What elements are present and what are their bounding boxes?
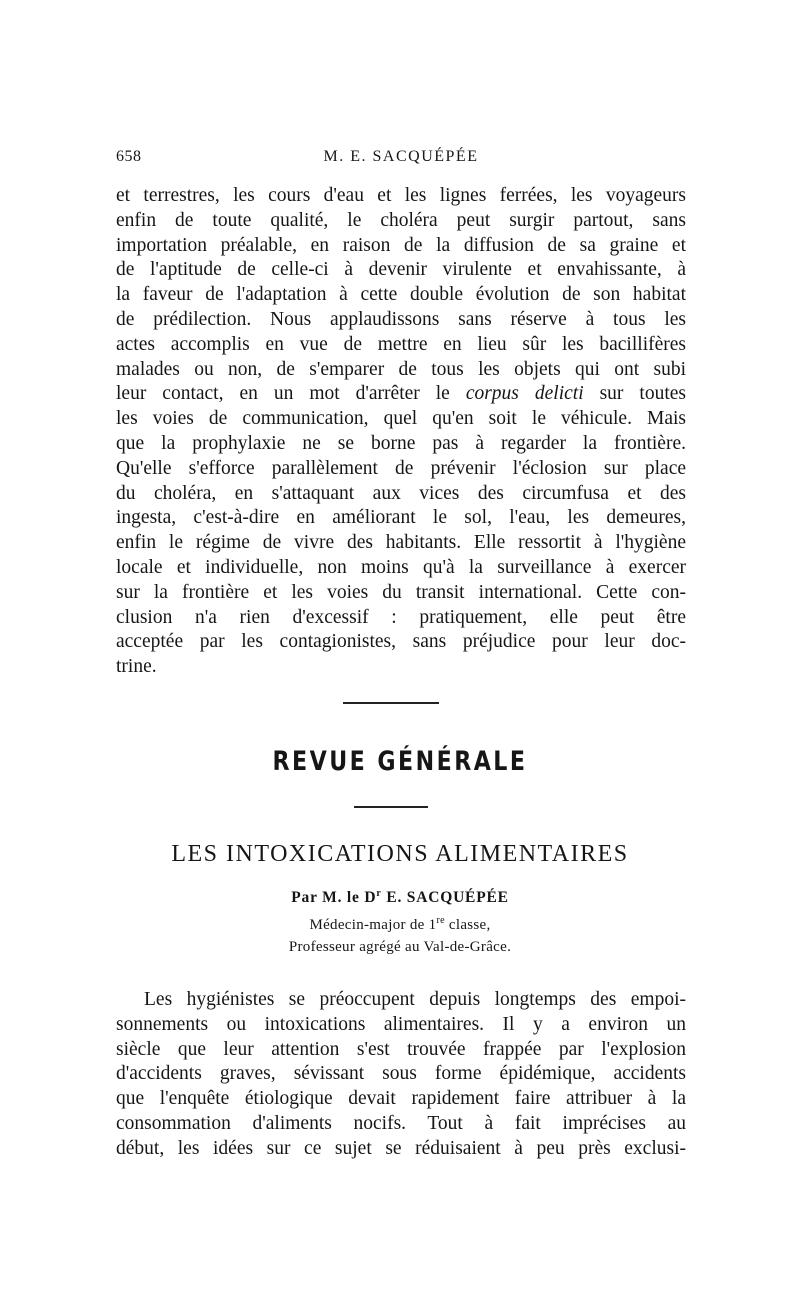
text-line: que l'enquête étiologique devait rapidement faire attribuer à la: [116, 1088, 686, 1110]
text-line: enfin de toute qualité, le choléra peut surgir partout, sans: [116, 209, 686, 231]
page-number: 658: [116, 148, 142, 165]
text-line: siècle que leur attention s'est trouvée frappée par l'explosion: [116, 1038, 686, 1060]
author-rank: [0, 915, 800, 934]
page-header: [116, 148, 686, 170]
text-segment: leur contact, en un mot d'arrêter le: [116, 383, 450, 405]
text-line: sonnements ou intoxications alimentaires. Il y a environ un: [116, 1013, 686, 1035]
text-line-with-italic: [116, 382, 686, 407]
article-paragraph: [116, 988, 686, 1162]
text-line: actes accomplis en vue de mettre en lieu sûr les bacillifères: [116, 333, 686, 355]
rank-prefix: Médecin-major de 1: [309, 917, 437, 933]
text-line: la faveur de l'adaptation à cette double évolution de son habitat: [116, 284, 686, 306]
article-title: LES INTOXICATIONS ALIMENTAIRES: [171, 841, 629, 867]
byline-prefix: Par M. le D: [291, 889, 377, 906]
running-head: M. E. SACQUÉPÉE: [323, 148, 479, 165]
text-line: de prédilection. Nous applaudissons sans réserve à tous les: [116, 308, 686, 330]
author-affiliation: Professeur agrégé au Val-de-Grâce.: [288, 939, 512, 955]
italic-phrase: corpus delicti: [465, 383, 584, 405]
text-line: enfin le régime de vivre des habitants. Elle ressortit à l'hygiène: [116, 532, 686, 554]
text-line: ingesta, c'est-à-dire en améliorant le sol, l'eau, les demeures,: [116, 507, 686, 529]
text-line: trine.: [116, 656, 157, 678]
text-line: du choléra, en s'attaquant aux vices des circumfusa et des: [116, 482, 686, 504]
text-line: clusion n'a rien d'excessif : pratiquement, elle peut être: [116, 606, 686, 628]
text-line: début, les idées sur ce sujet se réduisaient à peu près exclusi-: [116, 1137, 686, 1159]
text-line: Les hygiénistes se préoccupent depuis longtemps des empoi-: [144, 989, 686, 1010]
text-line: de l'aptitude de celle-ci à devenir virulente et envahissante, à: [116, 259, 686, 281]
text-line: d'accidents graves, sévissant sous forme épidémique, accidents: [116, 1063, 686, 1085]
text-line: importation préalable, en raison de la diffusion de sa graine et: [116, 234, 686, 256]
text-line: et terrestres, les cours d'eau et les lignes ferrées, les voyageurs: [116, 185, 686, 206]
text-line: malades ou non, de s'emparer de tous les objets qui ont subi: [116, 358, 686, 380]
text-segment: sur toutes: [599, 383, 686, 405]
text-line: consommation d'aliments nocifs. Tout à fait imprécises au: [116, 1112, 686, 1134]
text-line: que la prophylaxie ne se borne pas à regarder la frontière.: [116, 432, 686, 454]
section-title: REVUE GÉNÉRALE: [272, 746, 528, 777]
text-line: Qu'elle s'efforce parallèlement de prévenir l'éclosion sur place: [116, 457, 686, 479]
text-line: sur la frontière et les voies du transit international. Cette con-: [116, 581, 686, 603]
rank-superscript: re: [436, 915, 445, 926]
text-line: locale et individuelle, non moins qu'à la surveillance à exercer: [116, 556, 686, 578]
byline-superscript: r: [376, 888, 382, 899]
text-line: acceptée par les contagionistes, sans préjudice pour leur doc-: [116, 631, 686, 653]
title-divider: [354, 806, 428, 808]
continued-paragraph: [116, 184, 686, 680]
author-byline: [0, 888, 800, 907]
text-line: les voies de communication, quel qu'en soit le véhicule. Mais: [116, 408, 686, 430]
section-divider: [343, 702, 439, 704]
rank-suffix: classe,: [444, 917, 491, 933]
author-name: E. SACQUÉPÉE: [381, 889, 509, 906]
